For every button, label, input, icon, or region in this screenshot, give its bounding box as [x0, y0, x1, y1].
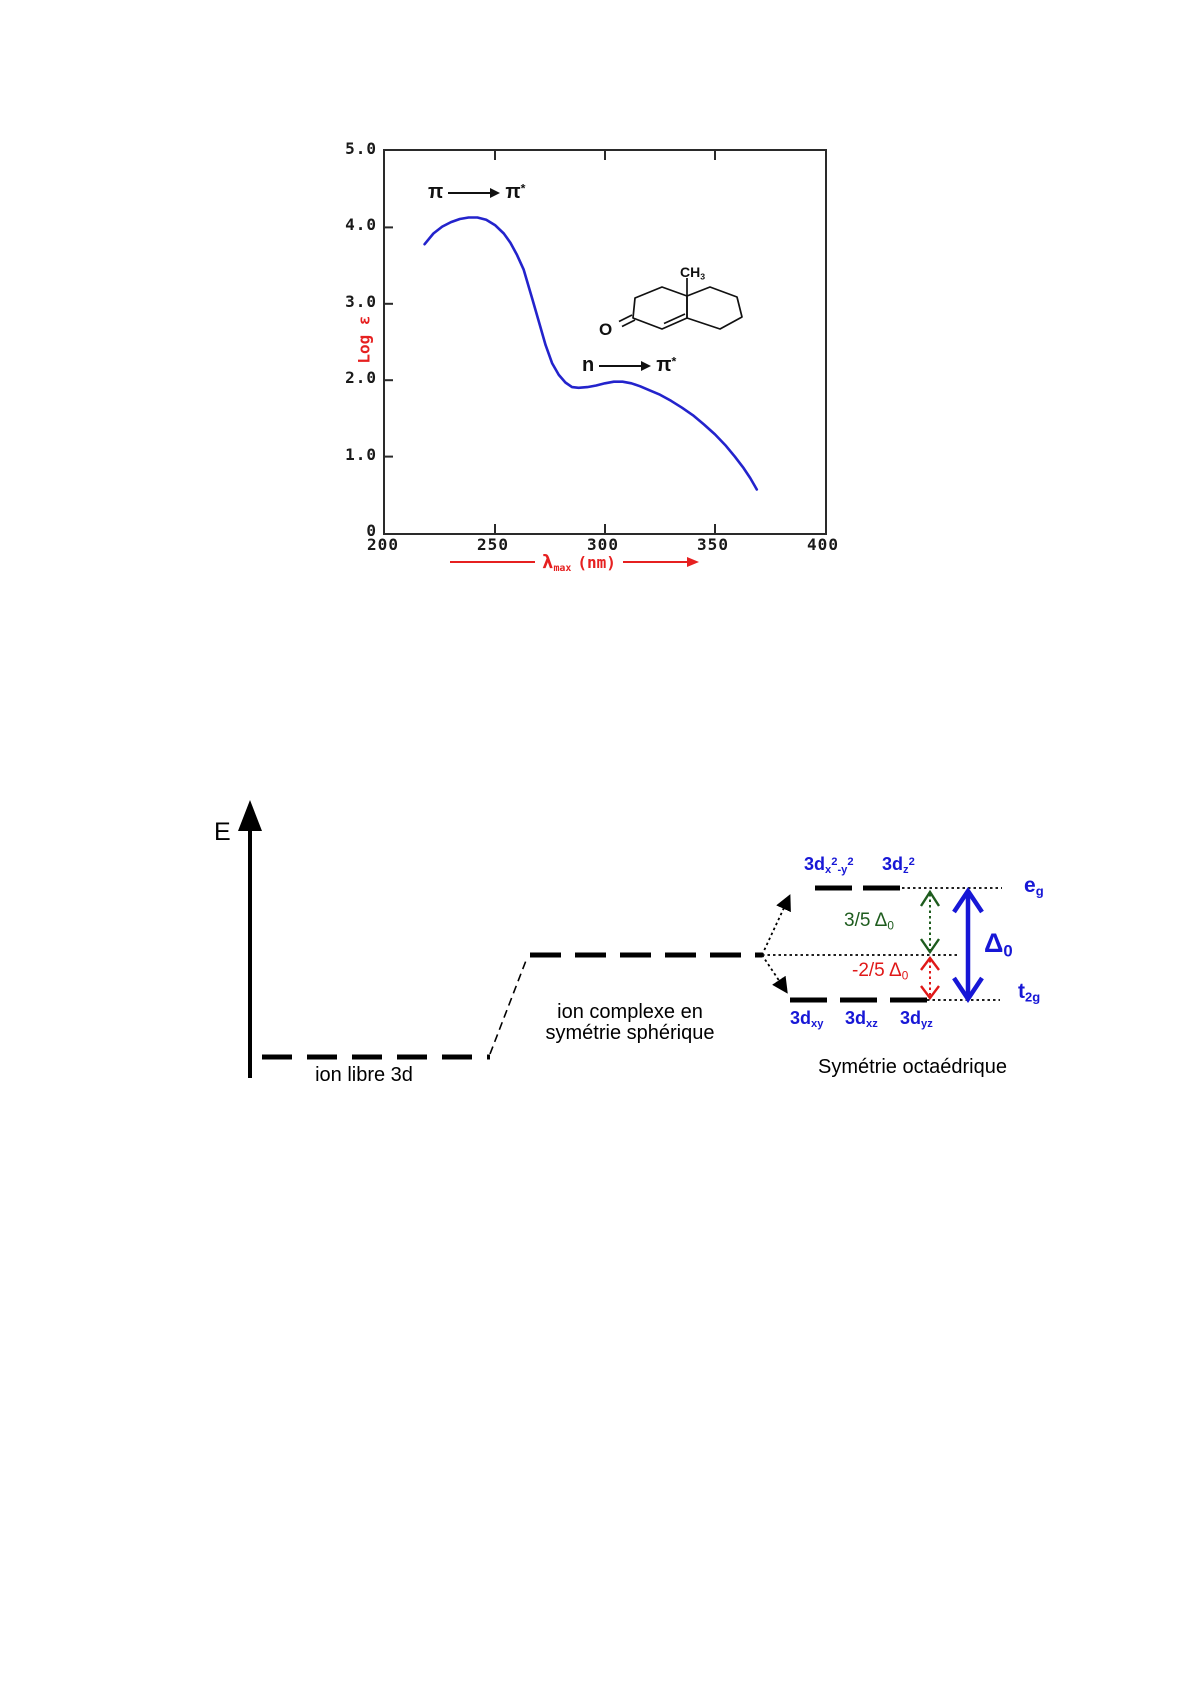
free-ion-label: ion libre 3d [315, 1064, 413, 1086]
orbital-dyz-label: $3d_{yz}$ [900, 1008, 933, 1031]
y-tick-label: 3.0 [345, 291, 377, 311]
pi-label: π [428, 181, 444, 203]
spherical-symmetry-label: ion complexe en symétrie sphérique [545, 1001, 715, 1044]
x-tick-label: 300 [587, 535, 619, 554]
octahedral-symmetry-label: Symétrie octaédrique [818, 1056, 1007, 1078]
oxygen-atom-label: O [599, 320, 613, 339]
y-tick-label: 2.0 [345, 368, 377, 388]
y-axis-title: Log ε [354, 315, 374, 364]
pi-star-label: π* [656, 354, 677, 376]
y-tick-label: 4.0 [345, 215, 377, 235]
split-down-ray [762, 955, 786, 991]
x-tick-label: 250 [477, 535, 509, 554]
pi-pi-star-annotation [428, 181, 525, 204]
energy-diagram-svg [200, 740, 1080, 1110]
y-tick-label: 5.0 [345, 139, 377, 158]
x-tick-label: 200 [367, 535, 399, 554]
up-split-double-arrow [921, 892, 939, 952]
down-split-label: -2/5 $\Delta_0$ [852, 960, 909, 983]
up-split-label: 3/5 $\Delta_0$ [844, 910, 894, 933]
transition-arrow-icon [448, 187, 500, 199]
right-arrow-icon [623, 556, 699, 568]
energy-axis-arrow [238, 800, 262, 1078]
enone-molecule-structure [593, 258, 763, 348]
methyl-group-label: $CH_3$ [680, 264, 706, 282]
delta0-label: $\Delta_0$ [984, 928, 1013, 961]
delta0-double-arrow [954, 891, 982, 999]
orbital-dz2-label: $3d_z^2$ [882, 854, 915, 877]
transition-arrow-icon [599, 360, 651, 372]
y-tick-label: 0 [366, 521, 377, 540]
energy-axis-label: E [214, 818, 231, 846]
x-axis-title [450, 551, 699, 574]
eg-level-label: $e_g$ [1024, 874, 1044, 899]
rising-dashed-line [490, 958, 527, 1054]
lambda-symbol: $\lambda_{max}$ [542, 551, 572, 574]
n-pi-star-annotation [582, 354, 676, 377]
unit-label: (nm) [577, 552, 616, 572]
orbital-dxy-label: $3d_{xy}$ [790, 1008, 824, 1031]
n-label: n [582, 354, 595, 376]
orbital-dxz-label: $3d_{xz}$ [845, 1008, 878, 1031]
split-up-ray [762, 897, 789, 955]
down-split-double-arrow [921, 958, 939, 998]
t2g-level-label: $t_{2g}$ [1018, 980, 1041, 1005]
x-tick-label: 400 [807, 535, 839, 554]
y-tick-label: 1.0 [345, 444, 377, 464]
left-line-icon [450, 559, 535, 565]
orbital-dx2y2-label: $3d_x^2_{-y}^2$ [804, 854, 854, 877]
pi-star-label: π* [505, 181, 526, 203]
x-tick-label: 350 [697, 535, 729, 554]
